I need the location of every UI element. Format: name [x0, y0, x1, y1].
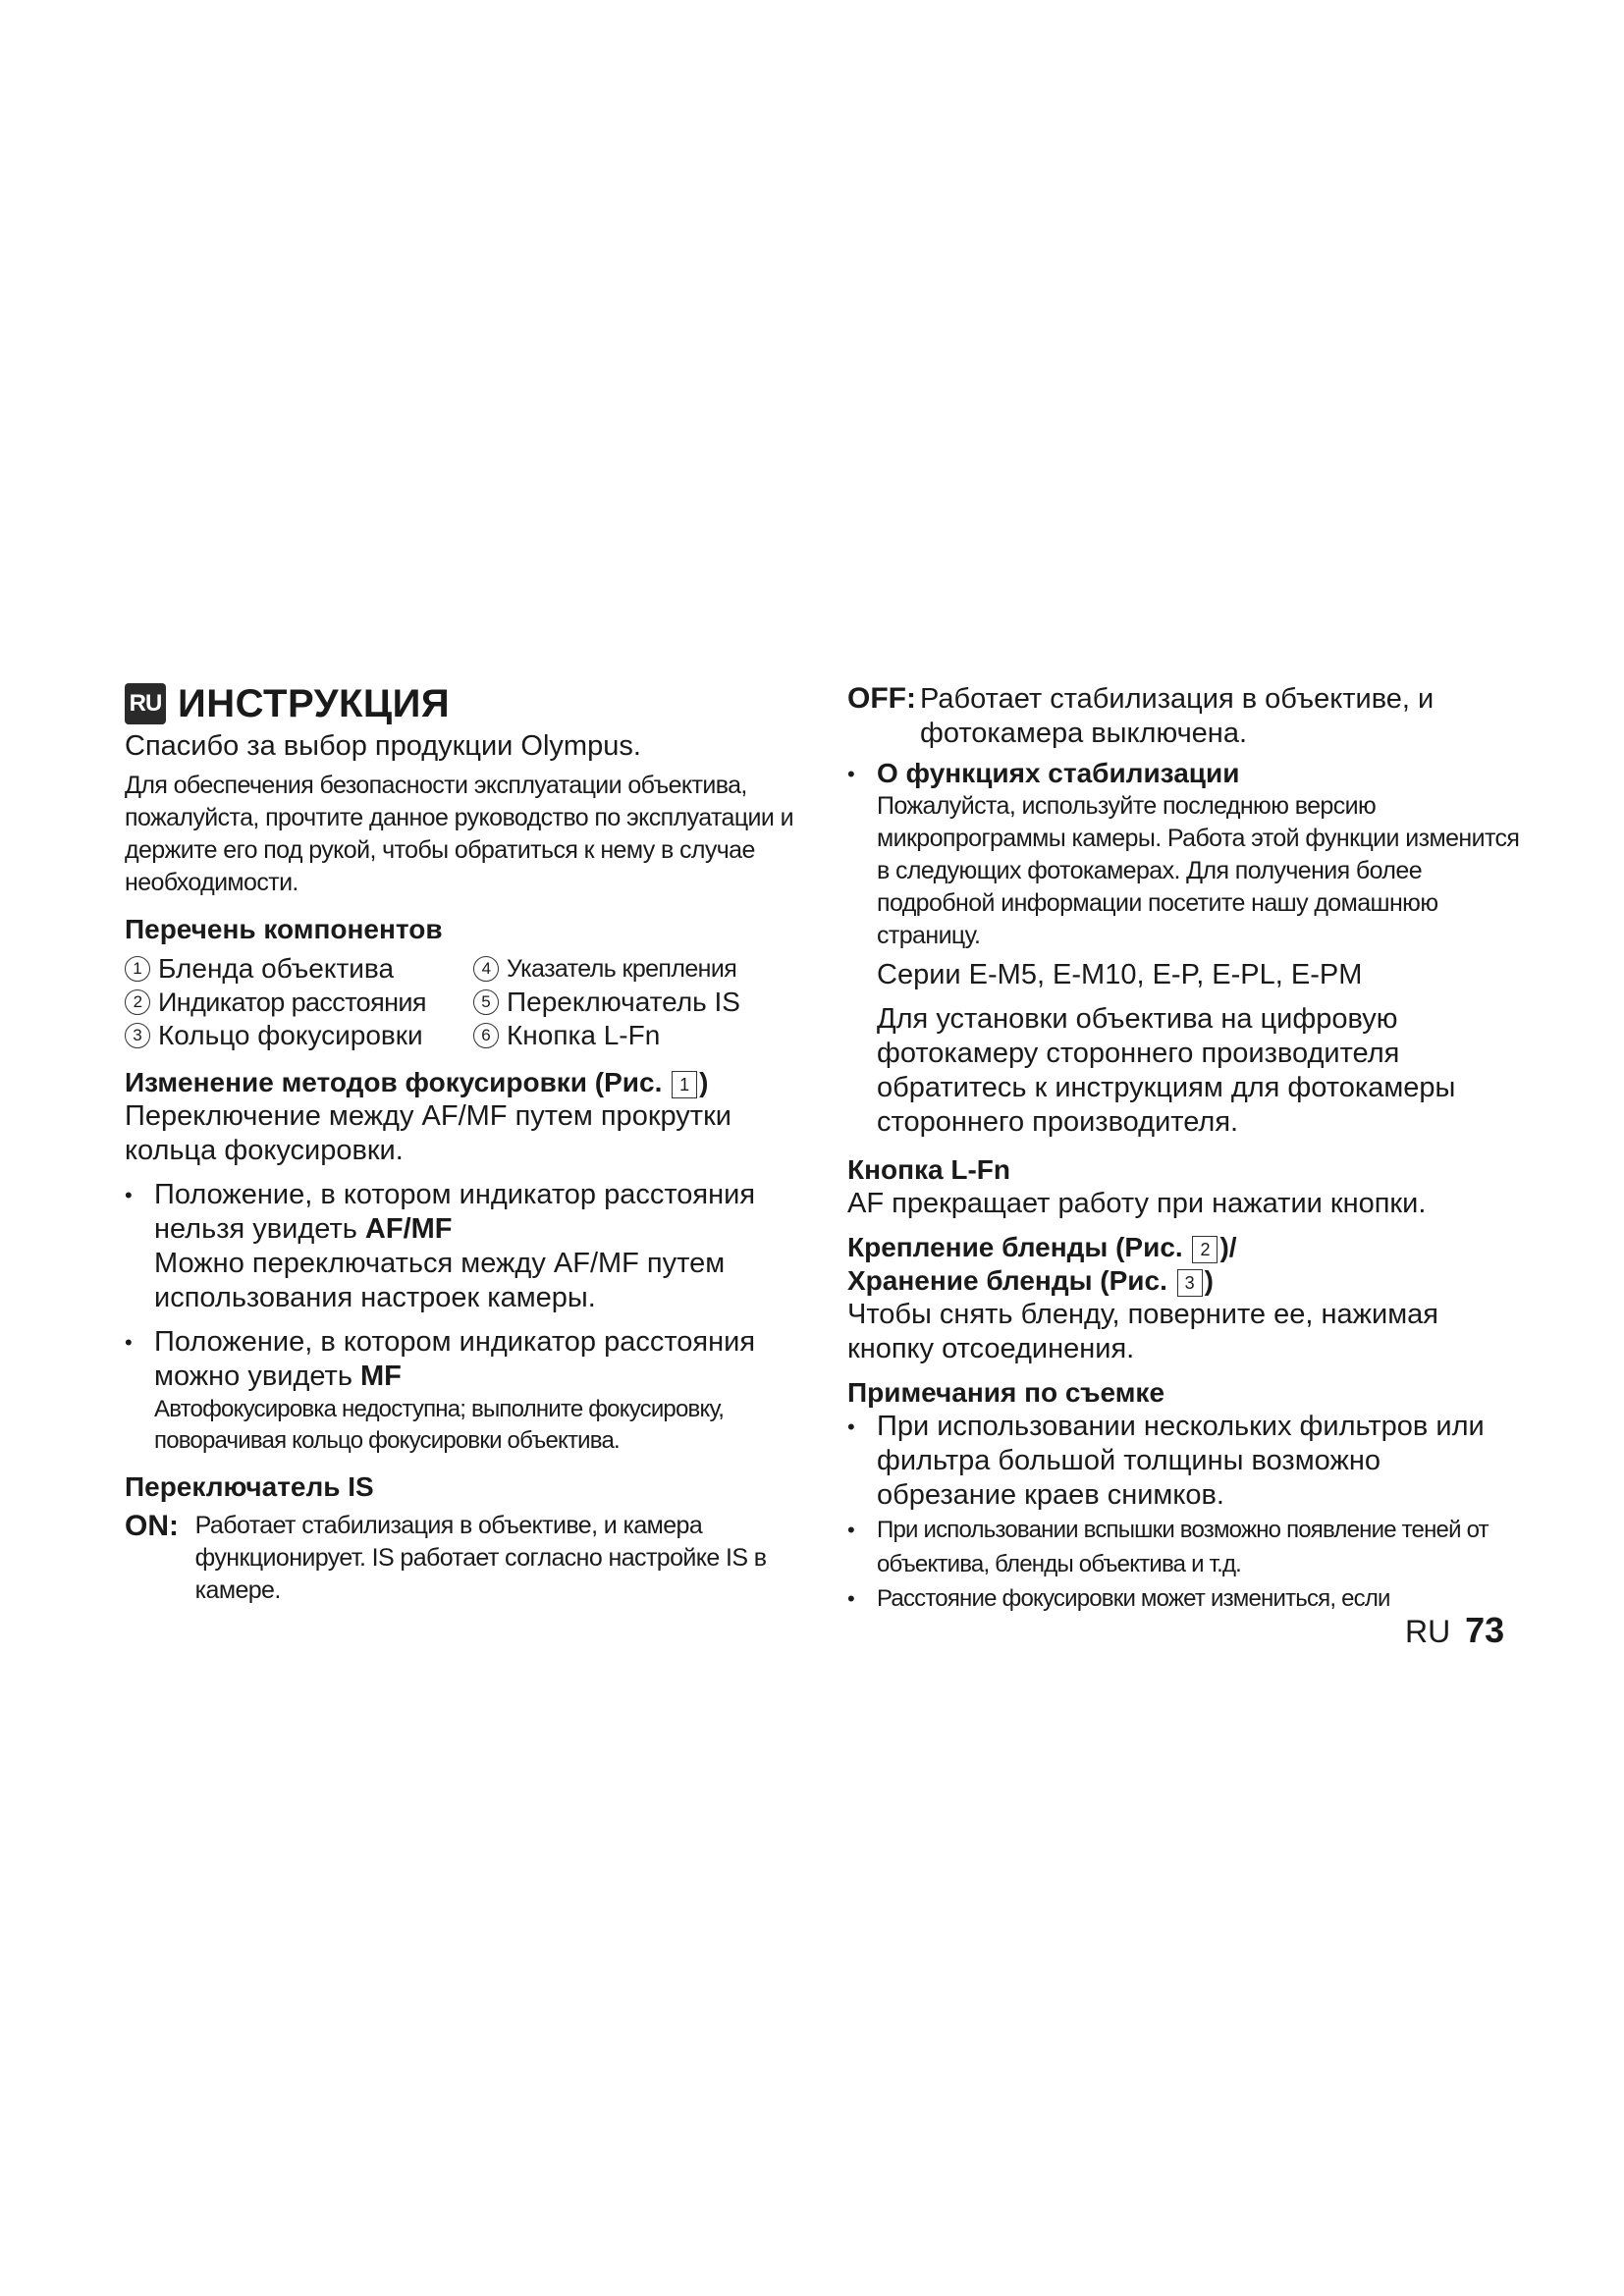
footer-page: 73 — [1465, 1610, 1505, 1650]
number-2-badge: 2 — [125, 989, 150, 1015]
number-4-badge: 4 — [473, 956, 499, 982]
note-text: При использовании вспышки возможно появление теней от объектива, бленды объектива и т.д. — [877, 1517, 1489, 1577]
stabilization-section — [847, 757, 1525, 1140]
components-heading: Перечень компонентов — [125, 914, 443, 944]
figure-ref-1: 1 — [672, 1071, 697, 1098]
hood-heading-1-close: )/ — [1219, 1232, 1237, 1262]
component-item — [125, 1019, 473, 1052]
bullet-1-sub: Можно переключаться между AF/MF путем использования настроек камеры. — [154, 1248, 726, 1313]
on-key-sep: : — [169, 1510, 179, 1542]
note-text: Расстояние фокусировки может измениться, если — [877, 1585, 1390, 1612]
component-label: Переключатель IS — [507, 987, 740, 1017]
component-label: Бленда объектива — [158, 953, 395, 984]
bullet-1-mode: AF/MF — [364, 1213, 453, 1245]
figure-ref-2: 2 — [1192, 1236, 1218, 1263]
bullet-icon: • — [125, 1330, 133, 1355]
focus-heading-close: ) — [699, 1067, 709, 1097]
hood-para: Чтобы снять бленду, поверните ее, нажимая кнопку отсоединения. — [847, 1299, 1439, 1364]
language-badge: RU — [125, 683, 166, 724]
component-label: Индикатор расстояния — [158, 987, 426, 1017]
bullet-2-text — [154, 1325, 802, 1394]
bullet-2-lead: Положение, в котором индикатор расстояния можно увидеть — [154, 1326, 756, 1392]
bullet-icon: • — [847, 1586, 855, 1611]
hood-heading-2 — [847, 1264, 1525, 1298]
off-description: Работает стабилизация в объективе, и фотокамера выключена. — [920, 683, 1435, 749]
figure-ref-3: 3 — [1177, 1269, 1203, 1297]
notes-heading: Примечания по съемке — [847, 1377, 1165, 1408]
off-key-text: OFF — [847, 682, 906, 715]
bullet-icon: • — [847, 1518, 855, 1542]
note-item — [847, 1410, 1525, 1513]
component-label: Кнопка L-Fn — [507, 1020, 661, 1050]
note-text: При использовании нескольких фильтров или фильтра большой толщины возможно обрезание краев снимков. — [877, 1411, 1485, 1511]
off-key — [847, 682, 916, 751]
right-column — [847, 682, 1525, 1616]
on-key — [125, 1510, 195, 1607]
focus-bullet-1 — [125, 1178, 802, 1315]
number-1-badge: 1 — [125, 956, 150, 982]
bullet-icon: • — [847, 762, 855, 786]
number-3-badge: 3 — [125, 1023, 150, 1048]
components-list — [125, 952, 802, 1052]
number-6-badge: 6 — [473, 1023, 499, 1048]
hood-heading-2-close: ) — [1204, 1265, 1214, 1296]
component-item — [125, 952, 473, 986]
component-item — [125, 986, 473, 1019]
bullet-icon: • — [847, 1415, 855, 1439]
intro-safety: Для обеспечения безопасности эксплуатации объектива, пожалуйста, прочтите данное руководство по эксплуатации и держите его под рукой, чтобы обратиться к нему в случае необходимости. — [125, 772, 793, 896]
left-column — [125, 682, 802, 1607]
number-5-badge: 5 — [473, 989, 499, 1015]
stabilization-series: Серии E-M5, E-M10, E-P, E-PL, E-PM — [877, 959, 1363, 990]
stabilization-para1: Пожалуйста, используйте последнюю версию микропрограммы камеры. Работа этой функции изменится в следующих фотокамерах. Для получения более подробной информации посетите нашу домашнюю страницу. — [877, 792, 1520, 949]
on-key-text: ON — [125, 1510, 169, 1542]
bullet-1-lead: Положение, в котором индикатор расстояния нельзя увидеть — [154, 1179, 756, 1245]
on-description: Работает стабилизация в объективе, и камера функционирует. IS работает согласно настройке IS в камере. — [194, 1512, 767, 1604]
bullet-1-text — [154, 1178, 802, 1247]
hood-heading-1 — [847, 1231, 1525, 1264]
intro-thanks: Спасибо за выбор продукции Olympus. — [125, 730, 641, 762]
component-label: Кольцо фокусировки — [158, 1020, 423, 1050]
focus-heading-text: Изменение методов фокусировки (Рис. — [125, 1067, 663, 1097]
focus-heading — [125, 1066, 802, 1099]
is-switch-heading: Переключатель IS — [125, 1471, 374, 1502]
note-item — [847, 1513, 1525, 1581]
footer-lang: RU — [1405, 1614, 1451, 1649]
focus-bullet-2 — [125, 1325, 802, 1457]
component-item — [473, 1019, 802, 1052]
stabilization-para2: Для установки объектива на цифровую фотокамеру стороннего производителя обратитесь к инструкциям для фотокамеры стороннего производителя. — [877, 1003, 1456, 1138]
component-item — [473, 986, 802, 1019]
stabilization-heading: О функциях стабилизации — [877, 758, 1240, 788]
component-item — [473, 952, 802, 986]
bullet-2-sub: Автофокусировка недоступна; выполните фокусировку, поворачивая кольцо фокусировки объектива. — [154, 1396, 725, 1454]
title-row — [125, 682, 802, 725]
component-label: Указатель крепления — [507, 954, 737, 983]
page-number — [1405, 1610, 1504, 1651]
lfn-heading: Кнопка L-Fn — [847, 1154, 1011, 1185]
is-off-row — [847, 682, 1525, 751]
lfn-para: AF прекращает работу при нажатии кнопки. — [847, 1188, 1427, 1219]
is-on-row — [125, 1510, 802, 1607]
hood-heading-1-text: Крепление бленды (Рис. — [847, 1232, 1183, 1262]
off-key-sep: : — [906, 682, 916, 715]
bullet-2-mode: MF — [360, 1361, 402, 1392]
bullet-icon: • — [125, 1183, 133, 1207]
focus-para: Переключение между AF/MF путем прокрутки кольца фокусировки. — [125, 1100, 731, 1166]
hood-heading-2-text: Хранение бленды (Рис. — [847, 1265, 1167, 1296]
page-title: ИНСТРУКЦИЯ — [178, 681, 451, 725]
